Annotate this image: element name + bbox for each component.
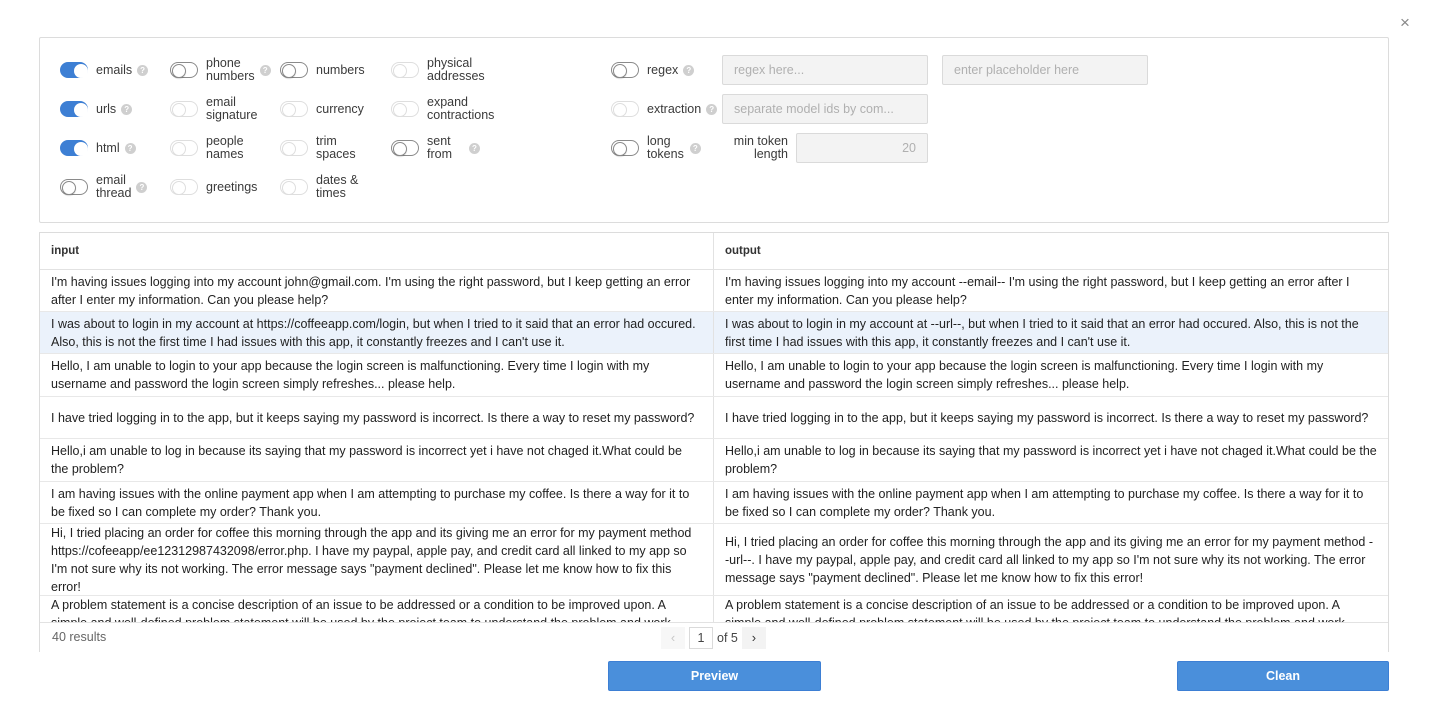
option-greetings[interactable] xyxy=(170,172,257,202)
option-dates-times[interactable] xyxy=(280,172,358,202)
option-trim-spaces[interactable] xyxy=(280,133,356,163)
phone-numbers-label: phone numbers xyxy=(206,56,255,83)
greetings-toggle[interactable] xyxy=(170,179,198,195)
input-cell: Hello, I am unable to login to your app because the login screen is malfunctioning. Every time I login with my username and password the login screen simply refreshes... please help. xyxy=(40,354,714,396)
input-cell: I was about to login in my account at https://coffeeapp.com/login, but when I tried to it said that an error had occured. Also, this is not the first time I had issues with this app, it constantly freezes and I can't use it. xyxy=(40,312,714,353)
sent-from-help-icon[interactable]: ? xyxy=(469,143,480,154)
expand-contractions-toggle[interactable] xyxy=(391,101,419,117)
urls-toggle[interactable] xyxy=(60,101,88,117)
expand-contractions-label: expand contractions xyxy=(427,95,495,122)
option-extraction[interactable] xyxy=(611,94,717,124)
output-cell: Hello,i am unable to log in because its saying that my password is incorrect yet i have not chaged it.What could be the problem? xyxy=(725,444,1377,476)
currency-toggle[interactable] xyxy=(280,101,308,117)
table-body xyxy=(40,270,1388,622)
input-cell: I'm having issues logging into my account john@gmail.com. I'm using the right password, but I keep getting an error after I enter my information. Can you please help? xyxy=(40,270,714,311)
greetings-label: greetings xyxy=(206,179,258,194)
long-tokens-help-icon[interactable]: ? xyxy=(690,143,701,154)
min-token-length-input[interactable] xyxy=(796,133,928,163)
urls-help-icon[interactable]: ? xyxy=(121,104,132,115)
emails-label: emails xyxy=(96,62,133,77)
table-row[interactable] xyxy=(40,354,1388,397)
option-sent-from[interactable] xyxy=(391,133,480,163)
input-cell: Hello,i am unable to log in because its saying that my password is incorrect yet i have not chaged it.What could be the problem? xyxy=(40,439,714,481)
output-cell: I have tried logging in to the app, but it keeps saying my password is incorrect. Is there a way to reset my password? xyxy=(725,410,1369,425)
emails-help-icon[interactable]: ? xyxy=(137,65,148,76)
extraction-model-ids-input[interactable] xyxy=(722,94,928,124)
people-names-label: people names xyxy=(206,134,244,161)
cleaning-options-panel xyxy=(39,37,1389,223)
option-regex[interactable] xyxy=(611,55,694,85)
page-number-input[interactable]: 1 xyxy=(689,627,713,649)
option-emails[interactable] xyxy=(60,55,148,85)
emails-toggle[interactable] xyxy=(60,62,88,78)
close-icon[interactable]: × xyxy=(1400,13,1410,32)
phone-numbers-toggle[interactable] xyxy=(170,62,198,78)
regex-help-icon[interactable]: ? xyxy=(683,65,694,76)
min-token-length-label: min token length xyxy=(733,134,788,161)
output-cell: A problem statement is a concise description of an issue to be addressed or a condition to be improved upon. A xyxy=(725,598,1340,612)
output-column-header: output xyxy=(725,245,761,257)
output-cell: I'm having issues logging into my account --email-- I'm using the right password, but I keep getting an error after I enter my information. Can you please help? xyxy=(725,274,1350,307)
sent-from-label: sent from xyxy=(427,134,452,161)
option-urls[interactable] xyxy=(60,94,132,124)
trim-spaces-toggle[interactable] xyxy=(280,140,308,156)
email-signature-label: email signature xyxy=(206,95,258,122)
email-signature-toggle[interactable] xyxy=(170,101,198,117)
sent-from-toggle[interactable] xyxy=(391,140,419,156)
input-cell: A problem statement is a concise description of an issue to be addressed or a condition to be improved upon. A xyxy=(40,596,714,632)
output-cell: Hello, I am unable to login to your app because the login screen is malfunctioning. Every time I login with my username and password the login screen simply refreshes... please help. xyxy=(725,359,1324,391)
extraction-label: extraction xyxy=(647,101,702,116)
regex-toggle[interactable] xyxy=(611,62,639,78)
table-row[interactable] xyxy=(40,439,1388,482)
physical-addresses-label: physical addresses xyxy=(427,56,485,83)
phone-numbers-help-icon[interactable]: ? xyxy=(260,65,271,76)
extraction-help-icon[interactable]: ? xyxy=(706,104,717,115)
numbers-label: numbers xyxy=(316,62,365,77)
option-email-signature[interactable] xyxy=(170,94,257,124)
email-thread-label: email thread xyxy=(96,173,132,200)
html-help-icon[interactable]: ? xyxy=(125,143,136,154)
table-row[interactable] xyxy=(40,397,1388,439)
long-tokens-label: long tokens xyxy=(647,134,684,161)
email-thread-help-icon[interactable]: ? xyxy=(136,182,147,193)
physical-addresses-toggle[interactable] xyxy=(391,62,419,78)
option-currency[interactable] xyxy=(280,94,364,124)
table-footer xyxy=(40,622,1388,652)
option-expand-contractions[interactable] xyxy=(391,94,494,124)
results-count: 40 results xyxy=(52,630,107,644)
input-cell: I am having issues with the online payment app when I am attempting to purchase my coffee. Is there a way for it to be fixed so I can complete my order? Thank you. xyxy=(40,482,714,523)
urls-label: urls xyxy=(96,101,117,116)
table-row[interactable] xyxy=(40,482,1388,524)
pagination xyxy=(661,627,766,649)
option-html[interactable] xyxy=(60,133,136,163)
numbers-toggle[interactable] xyxy=(280,62,308,78)
option-numbers[interactable] xyxy=(280,55,365,85)
long-tokens-toggle[interactable] xyxy=(611,140,639,156)
output-cell: Hi, I tried placing an order for coffee this morning through the app and its giving me an error for my payment method --url--. I have my paypal, apple pay, and credit card all linked to my app so I'm not sure why its not working. The error message says "payment declined". Please let me know how to fix this error! xyxy=(725,534,1374,585)
people-names-toggle[interactable] xyxy=(170,140,198,156)
trim-spaces-label: trim spaces xyxy=(316,134,356,161)
prev-page-icon[interactable]: ‹ xyxy=(661,627,685,649)
option-people-names[interactable] xyxy=(170,133,244,163)
output-cell: I am having issues with the online payment app when I am attempting to purchase my coffee. Is there a way for it to be fixed so I can complete my order? Thank you. xyxy=(725,486,1364,519)
next-page-icon[interactable]: › xyxy=(742,627,766,649)
placeholder-input[interactable] xyxy=(942,55,1148,85)
html-label: html xyxy=(96,140,120,155)
clean-button[interactable]: Clean xyxy=(1177,661,1389,691)
option-email-thread[interactable] xyxy=(60,172,147,202)
table-row[interactable] xyxy=(40,270,1388,312)
output-cell: I was about to login in my account at --url--, but when I tried to it said that an error had occured. Also, this is not the first time I had issues with this app, it constantly freezes and I can't use it. xyxy=(725,316,1359,349)
input-cell: Hi, I tried placing an order for coffee this morning through the app and its giving me an error for my payment method https://cofeeapp/ee12312987432098/error.php. I have my paypal, apple pay, and credit card all linked to my app so I'm not sure why its not working. The error message says "payment declined". Please let me know how to fix this error! xyxy=(40,524,714,595)
option-physical-addresses[interactable] xyxy=(391,55,485,85)
input-cell: I have tried logging in to the app, but it keeps saying my password is incorrect. Is there a way to reset my password? xyxy=(40,397,714,438)
html-toggle[interactable] xyxy=(60,140,88,156)
currency-label: currency xyxy=(316,101,364,116)
page-total: of 5 xyxy=(717,631,738,645)
input-column-header: input xyxy=(40,233,714,269)
table-row[interactable] xyxy=(40,524,1388,596)
results-table xyxy=(39,232,1389,652)
regex-input[interactable] xyxy=(722,55,928,85)
regex-label: regex xyxy=(647,62,679,77)
email-thread-toggle[interactable] xyxy=(60,179,88,195)
preview-button[interactable]: Preview xyxy=(608,661,821,691)
extraction-toggle[interactable] xyxy=(611,101,639,117)
table-row[interactable] xyxy=(40,312,1388,354)
option-phone-numbers[interactable] xyxy=(170,55,271,85)
dates-times-label: dates & times xyxy=(316,173,359,200)
dates-times-toggle[interactable] xyxy=(280,179,308,195)
option-long-tokens[interactable] xyxy=(611,133,701,163)
table-header xyxy=(40,233,1388,270)
